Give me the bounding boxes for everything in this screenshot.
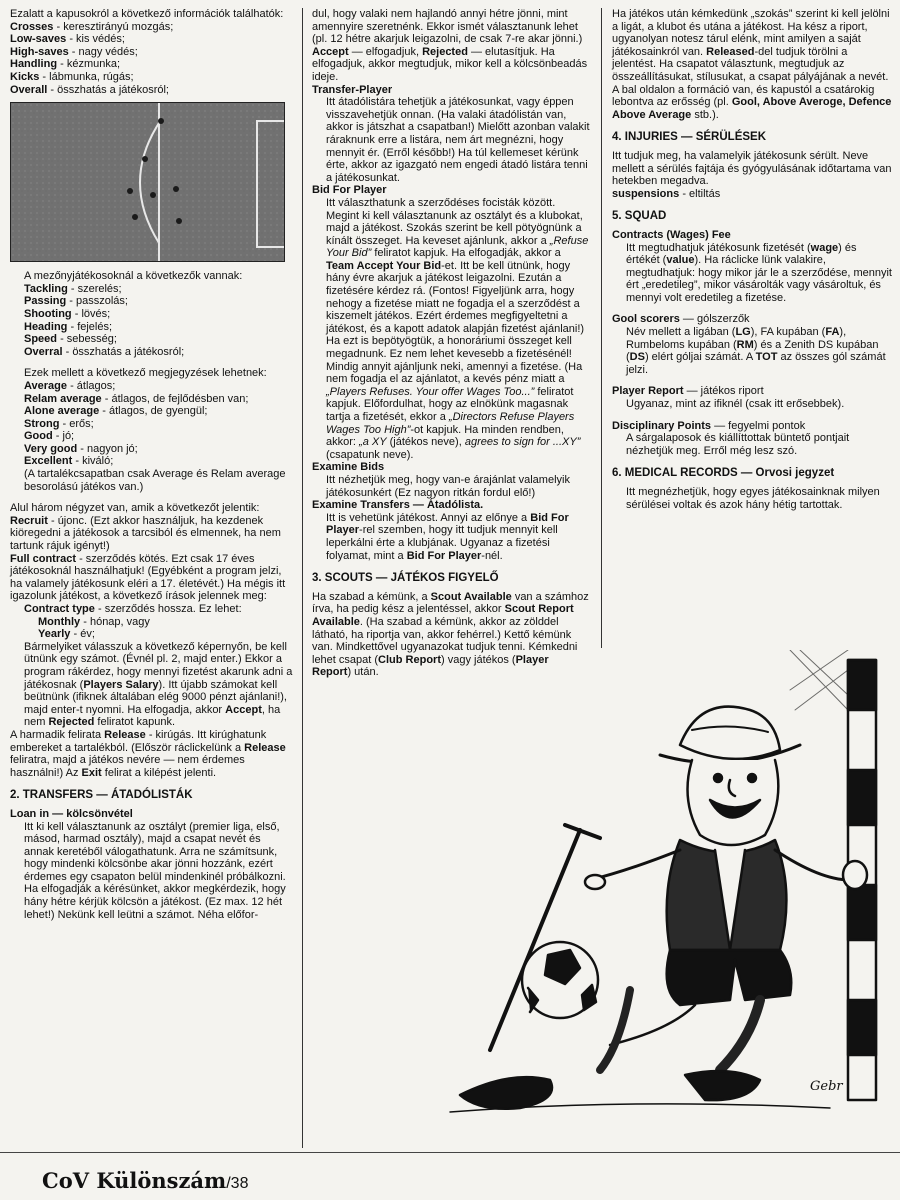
examine-bids-paragraph: Itt nézhetjük meg, hogy van-e árajánlat valamelyik játékosunkért (Ez nagyon ritkán fordul elő!) — [326, 473, 570, 499]
recruit-paragraph: Recruit - újonc. (Ezt akkor használjuk, ha kezdenek kiöregedni a játékosok a tarcsiból és elmennek, ha nem tartunk rájuk igényt!) — [10, 514, 281, 553]
list-item: Relam average - átlagos, de fejlődésben van; — [24, 392, 249, 405]
artist-signature: Gebr — [810, 1079, 843, 1094]
list-item: Good - jó; — [24, 430, 75, 443]
footer — [42, 1168, 248, 1193]
player-report-heading: Player Report — játékos riport — [612, 385, 764, 398]
bid-heading: Bid For Player — [312, 184, 387, 197]
footer-rule — [0, 1152, 900, 1153]
cartoon-illustration — [430, 650, 900, 1120]
list-item: Very good - nagyon jó; — [24, 442, 138, 455]
section-6-heading: 6. MEDICAL RECORDS — Orvosi jegyzet — [612, 467, 835, 480]
magazine-title: CoV Különszám — [42, 1168, 227, 1193]
contracts-heading: Contracts (Wages) Fee — [612, 228, 731, 241]
column-divider-1 — [302, 8, 303, 1148]
player-report-paragraph: Ugyanaz, mint az ifiknél (csak itt erősebbek). — [626, 398, 845, 411]
suspensions-line: suspensions - eltiltás — [612, 187, 721, 200]
page-number: /38 — [226, 1175, 249, 1192]
ratings-intro: Ezek mellett a következő megjegyzések lehetnek: — [24, 367, 267, 380]
transfer-player-heading: Transfer-Player — [312, 83, 393, 96]
list-item: Average - átlagos; — [24, 379, 116, 392]
column-2 — [312, 8, 590, 679]
loan-continued: dul, hogy valaki nem hajlandó annyi hétre jönni, mint amennyire szeretnénk. Ekkor ismét választanunk lehet (pl. 12 hétre akarjuk leigazolni, de csak 7-re akar jönni.) Accept — elfogadjuk, Rejected — elutasítjuk. Ha elfogadjuk, akkor megtudjuk, mikor kell a kölcsönbeadás ideje. — [312, 8, 588, 83]
section-3-heading: 3. SCOUTS — JÁTÉKOS FIGYELŐ — [312, 572, 499, 585]
injuries-paragraph: Itt tudjuk meg, ha valamelyik játékosunk sérült. Neve mellett a sérülés fajtája és gyógyulásának időtartama van hetekben megadva. — [612, 149, 892, 188]
loan-paragraph-2: Ha elfogadják a kérésünket, akkor megkérdezik, hogy hány hétre kérjük kölcsön a játékost. (Ez max. 12 hét lehet!) Nekünk kell leütni a számot. Néha előfor- — [24, 883, 286, 921]
list-item: Overall - összhatás a játékosról; — [10, 83, 169, 96]
list-item: Speed - sebesség; — [24, 333, 117, 346]
list-item: Kicks - lábmunka, rúgás; — [10, 70, 134, 83]
list-item: Excellent - kiváló; — [24, 455, 114, 468]
list-item: Alone average - átlagos, de gyengül; — [24, 405, 208, 418]
loan-paragraph-1: Itt ki kell választanunk az osztályt (premier liga, első, másod, harmad osztály), majd a csapat nevét és annak keretéből válogathatunk. Arra ne számítsunk, hogy mindenki kölcsönbe akar jönni hozzánk, ezért érdemes egy csapaton belül mindenkinél próbálkozni. — [24, 820, 286, 883]
keeper-stat-list — [10, 21, 293, 97]
examine-transfers-paragraph: Itt is vehetünk játékost. Annyi az előnye a Bid For Player-rel szemben, hogy itt tudjuk mennyit kell leperkálni érte a klubjának. Ugyanaz a fizetési folyamat, mint a Bid For Player-nél. — [326, 511, 569, 562]
examine-transfers-heading: Examine Transfers — Átadólista. — [312, 499, 484, 512]
column-3 — [612, 8, 892, 511]
transfer-player-paragraph: Itt átadólistára tehetjük a játékosunkat, vagy éppen visszavehetjük onnan. (Ha valaki átadólistán van, akkor is játszhat a csapatban!) Mielőtt azonban valakit ráraknunk erre a listára, nem árt megnézni, hogy mennyit ér. (Erről később!) Ha túl kellemeset kérünk érte, akkor az igazgató nem engedi átadó listára tenni a játékosunkat. — [326, 96, 590, 184]
full-contract-paragraph: Full contract - szerződés kötés. Ezt csak 17 éves játékosoknál használhatjuk! (Egyébként a program jelzi, ha valamely játékosunk eléri a 17. életévét.) Ha mégis itt igazolunk játékost, a következő írások jelennek meg: — [10, 552, 286, 603]
list-item: High-saves - nagy védés; — [10, 45, 138, 58]
contract-type-paragraph: Contract type - szerződés hossza. Ez lehet: — [24, 603, 242, 615]
list-item: Shooting - lövés; — [24, 307, 111, 320]
list-item: Tackling - szerelés; — [24, 282, 122, 295]
monthly-line: Monthly - hónap, vagy — [38, 615, 150, 628]
medical-paragraph: Itt megnézhetjük, hogy egyes játékosainknak milyen sérülései voltak és azok hány hétig tartottak. — [626, 486, 880, 511]
section-4-heading: 4. INJURIES — SÉRÜLÉSEK — [612, 131, 767, 144]
squares-intro: Alul három négyzet van, amik a következőt jelentik: — [10, 502, 260, 515]
column-divider-2 — [601, 8, 602, 648]
field-intro: A mezőnyjátékosoknál a következők vannak: — [24, 270, 243, 283]
game-screenshot — [10, 102, 285, 262]
gool-scorers-paragraph: Név mellett a ligában (LG), FA kupában (FA), Rumbeloms kupában (RM) és a Zenith DS kupában (DS) elért góljai számát. A TOT az összes gól számát jelzi. — [626, 326, 886, 376]
bid-paragraph-2: Mindig annyit ajánljunk neki, amennyi a fizetése. (Ha nem fogadja el az ajánlatot, a kevés pénz miatt a „Players Refuses. Your offer Wages Too...” feliratot kapjuk. Előfordulhat, hogy az elnökünk magasnak tartja a fizetését, ekkor a „Directors Refuse Players Wages Too High”-ot kapjuk. Ha minden rendben, akkor: „a XY (játékos neve), agrees to sign for ...XY” (csapatunk neve). — [326, 360, 583, 461]
list-item: Passing - passzolás; — [24, 295, 128, 308]
scouts-continued: Ha játékos után kémkedünk „szokás” szerint ki kell jelölni a ligát, a klubot és utána a játékost. Ha kész a riport, ugyanolyan notesz tárul elénk, mint amilyen a saját játékosainkról van. Released-del tudjuk törölni a jelentést. Ha csapatot választunk, megtudjuk az összeállításukat, stílusukat, a csapat pályájának a nevét. A bal oldalon a formáció van, és kapustól a csatárokig lebontva az erősség (pl. Gool, Above Averoge, Defence Above Average stb.). — [612, 8, 892, 121]
list-item: Strong - erős; — [24, 417, 94, 430]
ratings-note: (A tartalékcsapatban csak Average és Relam average besorolású játékos van.) — [24, 468, 286, 493]
yearly-line: Yearly - év; — [38, 628, 95, 641]
bid-paragraph-1: Itt választhatunk a szerződéses focisták között. Megint ki kell választanunk az osztályt és a klubokat, majd a játékost. Szokás szerint be kell pötyögnünk a kínált összeget. Ha keveset ajánlunk, akkor a „Refuse Your Bid” feliratot kapjuk. Ha elfogadják, akkor a Team Accept Your Bid-et. Itt be kell ütnünk, hogy hány évre akarjuk a játékost leigazolni. Ezután a fizetésére kérdez rá. (Fontos! Figyeljünk arra, hogy nehogy a fizetése miatt ne fogadja el a szerződést a kiszemelt játékos. Ezért érdemes megfigyeltetni a játékost, és a kapott adatok alapján fizetést ajánlani!) Ha ezt is bepötyögtük, a honoráriumi összeget kell megadnunk. Ez nem lehet kevesebb a fizetésénél! — [326, 196, 589, 361]
examine-bids-heading: Examine Bids — [312, 461, 385, 474]
keeper-intro: Ezalatt a kapusokról a következő információk találhatók: — [10, 8, 284, 20]
list-item: Handling - kézmunka; — [10, 58, 121, 71]
disciplinary-paragraph: A sárgalaposok és kiállíttottak büntető pontjait nézhetjük meg. Erről még lesz szó. — [626, 432, 850, 457]
list-item: Crosses - keresztirányú mozgás; — [10, 20, 174, 33]
column-1 — [10, 8, 293, 921]
disciplinary-heading: Disciplinary Points — fegyelmi pontok — [612, 419, 806, 432]
section-2-heading: 2. TRANSFERS — ÁTADÓLISTÁK — [10, 789, 193, 802]
ratings-list — [10, 380, 293, 493]
list-item: Heading - fejelés; — [24, 320, 113, 333]
field-stat-list — [10, 283, 293, 359]
list-item: Overral - összhatás a játékosról; — [24, 345, 185, 358]
release-paragraph: A harmadik felirata Release - kirúgás. Itt kirúghatunk embereket a tartalékból. (Először ráclickelünk a Release feliratra, majd a játékos nevére — nem érdemes használni!) Az Exit felirat a kilépést jelenti. — [10, 728, 286, 779]
loan-heading: Loan in — kölcsönvétel — [10, 807, 133, 820]
gool-scorers-heading: Gool scorers — gólszerzők — [612, 313, 750, 326]
contracts-paragraph: Itt megtudhatjuk játékosunk fizetését (wage) és értékét (value). Ha ráclicke lünk valakire, megtudhatjuk: hogy mikor jár le a szerződése, mennyit ért „eredetileg”, mikor vásárolták vagy vásároltuk, és mennyi volt eredetileg a fizetése. — [626, 241, 892, 304]
scouts-paragraph: Ha szabad a kémünk, a Scout Available van a számhoz írva, ha pedig kész a jelentéssel, akkor Scout Report Available. (Ha szabad a kémünk, akkor az zölddel látható, ha riportja van, akkor fehérrel.) Kettő kémünk van. Mindkettővel ugyanazokat tudjuk tenni. Kémkedni lehet csapat (Club Report) vagy játékos (Player Report) után. — [312, 590, 589, 679]
contract-paragraph: Bármelyiket válasszuk a következő képernyőn, be kell ütnünk egy számot. (Évnél pl. 2, majd enter.) Ekkor a program rákérdez, hogy mennyi fizetést akarunk adni a játékosnak (Players Salary). Itt újabb számokat kell beütnünk (ifiknek általában elég 9000 pénzt ajánlani!), majd enter-t nyomni. Ha elfogadja, akkor Accept, ha nem Rejected feliratot kapunk. — [24, 640, 293, 729]
list-item: Low-saves - kis védés; — [10, 33, 125, 46]
pitch-image — [11, 103, 284, 261]
section-5-heading: 5. SQUAD — [612, 210, 667, 223]
